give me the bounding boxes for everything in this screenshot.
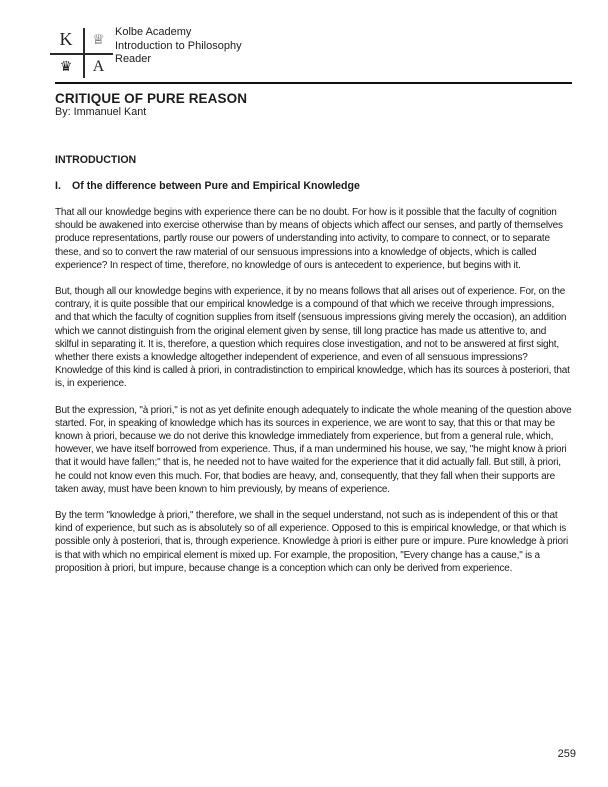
header-line-academy: Kolbe Academy	[115, 26, 192, 38]
document-title: CRITIQUE OF PURE REASON	[55, 91, 248, 106]
header-line-course: Introduction to Philosophy	[115, 39, 242, 52]
paragraph-4: By the term "knowledge à priori," therefore, we shall in the sequel understand, not such as is independent of this or that kind of experience, but such as is absolutely so of all experience. Opposed to this is empirical knowledge, or that which is possible only à posteriori, that is, through experience. Knowledge à priori is either pure or impure. Pure knowledge à priori is that with which no empirical element is mixed up. For example, the proposition, "Every change has a cause," is a proposition à priori, but impure, because change is a conception which can only be derived from experience.	[55, 510, 569, 574]
crown-filled-icon: ♛	[59, 58, 73, 74]
body-text	[55, 206, 572, 575]
section-heading-introduction: INTRODUCTION	[55, 154, 137, 166]
header-line-reader: Reader	[115, 53, 152, 65]
paragraph-3: But the expression, "à priori," is not as yet definite enough adequately to indicate the whole meaning of the question above started. For, in speaking of knowledge which has its sources in experience, we are wont to say, that this or that may be known à priori, because we do not derive this knowledge immediately from experience, but from a general rule, which, however, we have itself borrowed from experience. Thus, if a man undermined his house, we say, "he might know à priori that it would have fallen;" that is, he needed not to have waited for the experience that it did actually fall. But still, à priori, he could not know even this much. For, that bodies are heavy, and, consequently, that they fall when their supports are taken away, must have been known to him previously, by means of experience.	[55, 404, 572, 495]
document-content	[55, 91, 572, 588]
page-number: 259	[557, 748, 576, 760]
header-rule	[55, 82, 572, 84]
crown-outline-icon: ♕	[92, 31, 105, 47]
logo-letter-a: A	[92, 57, 105, 75]
subsection-title: Of the difference between Pure and Empirical Knowledge	[72, 180, 360, 192]
logo-letter-k: K	[59, 29, 73, 49]
header-text-block	[115, 26, 242, 67]
paragraph-1: That all our knowledge begins with experience there can be no doubt. For how is it possible that the faculty of cognition should be awakened into exercise otherwise than by means of objects which affect our senses, and partly of themselves produce representations, partly rouse our powers of understanding into activity, to compare to connect, or to separate these, and so to convert the raw material of our sensuous impressions into a knowledge of objects, which is called experience? In respect of time, therefore, no knowledge of ours is antecedent to experience, but begins with it.	[55, 207, 563, 271]
kolbe-academy-logo	[50, 27, 113, 79]
paragraph-2: But, though all our knowledge begins with experience, it by no means follows that all arises out of experience. For, on the contrary, it is quite possible that our empirical knowledge is a compound of that which we receive through impressions, and that which the faculty of cognition supplies from itself (sensuous impressions giving merely the occasion), an addition which we cannot distinguish from the original element given by sense, till long practice has made us attentive to, and skilful in separating it. It is, therefore, a question which requires close investigation, and not to be answered at first sight, whether there exists a knowledge altogether independent of experience, and even of all sensuous impressions? Knowledge of this kind is called à priori, in contradistinction to empirical knowledge, which has its sources à posteriori, that is, in experience.	[55, 286, 570, 390]
subsection-numeral: I.	[55, 180, 61, 192]
subsection-heading	[55, 180, 572, 192]
document-byline: By: Immanuel Kant	[55, 106, 147, 118]
